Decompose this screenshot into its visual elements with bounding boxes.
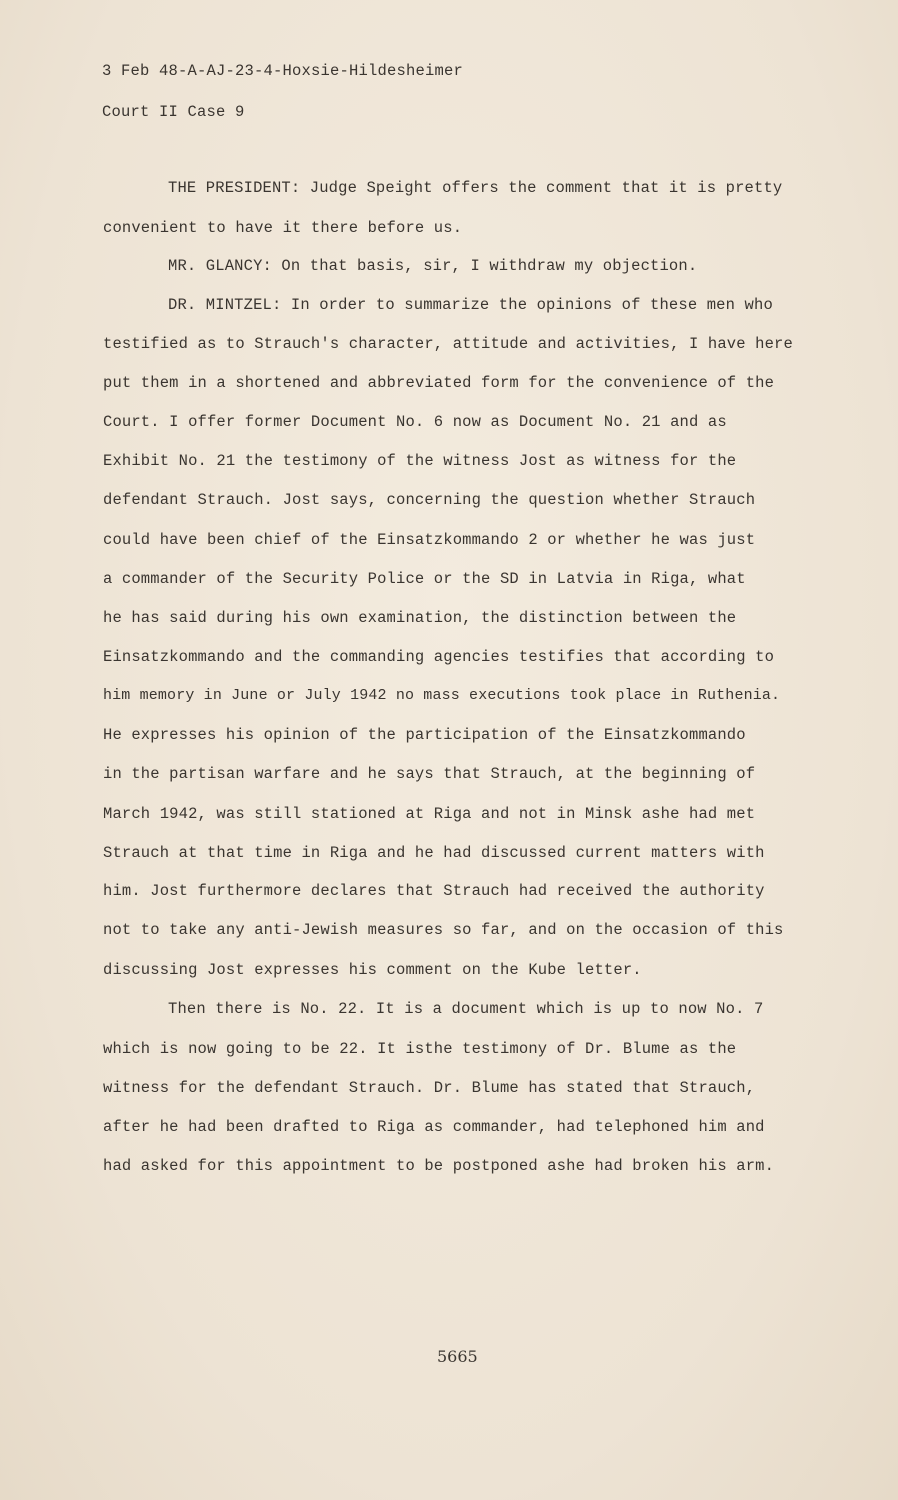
text-line: he has said during his own examination, the distinction between the [103, 609, 737, 627]
text-line: Einsatzkommando and the commanding agencies testifies that according to [103, 648, 775, 666]
text-line: Exhibit No. 21 the testimony of the witness Jost as witness for the [103, 452, 737, 470]
text-line: DR. MINTZEL: In order to summarize the opinions of these men who [168, 296, 773, 314]
text-line: put them in a shortened and abbreviated form for the convenience of the [103, 374, 775, 392]
text-line: a commander of the Security Police or the SD in Latvia in Riga, what [103, 570, 746, 588]
text-line: THE PRESIDENT: Judge Speight offers the comment that it is pretty [168, 179, 783, 197]
text-line: March 1942, was still stationed at Riga and not in Minsk ashe had met [103, 805, 756, 823]
text-line: had asked for this appointment to be postponed ashe had broken his arm. [103, 1157, 775, 1175]
header-reference: 3 Feb 48-A-AJ-23-4-Hoxsie-Hildesheimer [102, 62, 464, 80]
text-line: in the partisan warfare and he says that Strauch, at the beginning of [103, 765, 756, 783]
text-line: defendant Strauch. Jost says, concerning the question whether Strauch [103, 491, 756, 509]
text-line: Court. I offer former Document No. 6 now as Document No. 21 and as [103, 413, 727, 431]
text-line: not to take any anti-Jewish measures so far, and on the occasion of this [103, 921, 784, 939]
text-line: witness for the defendant Strauch. Dr. Blume has stated that Strauch, [103, 1079, 756, 1097]
page-number: 5665 [437, 1347, 478, 1366]
text-line: him memory in June or July 1942 no mass executions took place in Ruthenia. [103, 687, 781, 704]
text-line: him. Jost furthermore declares that Strauch had received the authority [103, 882, 765, 900]
text-line: which is now going to be 22. It isthe testimony of Dr. Blume as the [103, 1040, 737, 1058]
text-line: He expresses his opinion of the participation of the Einsatzkommando [103, 726, 746, 744]
header-court-case: Court II Case 9 [102, 103, 245, 121]
text-line: discussing Jost expresses his comment on the Kube letter. [103, 961, 642, 979]
text-line: Then there is No. 22. It is a document which is up to now No. 7 [168, 1000, 764, 1018]
text-line: Strauch at that time in Riga and he had discussed current matters with [103, 844, 765, 862]
text-line: MR. GLANCY: On that basis, sir, I withdraw my objection. [168, 257, 698, 275]
text-line: testified as to Strauch's character, attitude and activities, I have here [103, 335, 793, 353]
text-line: after he had been drafted to Riga as commander, had telephoned him and [103, 1118, 765, 1136]
text-line: could have been chief of the Einsatzkommando 2 or whether he was just [103, 531, 756, 549]
text-line: convenient to have it there before us. [103, 219, 463, 237]
